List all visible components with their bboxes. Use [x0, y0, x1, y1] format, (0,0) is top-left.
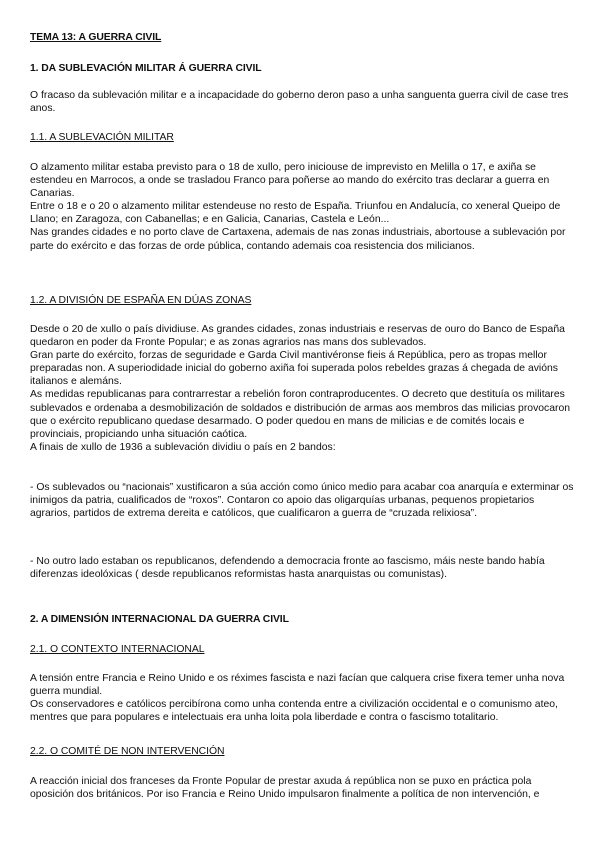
section-1-intro: O fracaso da sublevación militar e a incapacidade do goberno deron paso a unha sanguenta guerra civil de case tres anos. — [30, 90, 569, 115]
paragraph: Desde o 20 de xullo o país dividiuse. As grandes cidades, zonas industriais e reservas de ouro do Banco de España quedaron en poder da Fronte Popular; e as zonas agrarios nas mans dos sublevados. — [30, 324, 565, 349]
document-title: TEMA 13: A GUERRA CIVIL — [30, 32, 162, 43]
section-2-1-body — [30, 672, 575, 724]
section-2-2-body: A reacción inicial dos franceses da Fronte Popular de prestar axuda á república non se puxo en práctica pola oposición dos británicos. Por iso Francia e Reino Unido impulsaron finalmente a política de non intervención, e — [30, 776, 540, 801]
section-1-heading: 1. DA SUBLEVACIÓN MILITAR Á GUERRA CIVIL — [30, 63, 262, 74]
section-1-2-body — [30, 323, 575, 454]
bullet-republicanos: - No outro lado estaban os republicanos, defendendo a democracia fronte ao fascismo, máis neste bando había diferenzas ideolóxicas ( desde republicanos reformistas hasta anarquistas ou comunistas). — [30, 556, 545, 581]
bullet-nacionais: - Os sublevados ou “nacionais” xustificaron a súa acción como único medio para acabar coa anarquía e exterminar os inimigos da patria, cualificados de “roxos”. Contaron co apoio das oligarquías urbanas, pequenos propietarios agrarios, partidos de extrema dereita e católicos, que cualificaron a guerra de “cruzada relixiosa”. — [30, 482, 574, 520]
paragraph: Nas grandes cidades e no porto clave de Cartaxena, ademais de nas zonas industriais, abortouse a sublevación por parte do exército e das forzas de orde pública, contando ademais coa resistencia dos milicianos. — [30, 227, 566, 252]
paragraph: Os conservadores e católicos percibírona como unha contenda entre a civilización occidental e o comunismo ateo, mentres que para populares e intelectuais era unha loita pola liberdade e contra o fascismo totalitario. — [30, 699, 558, 724]
paragraph: Gran parte do exército, forzas de seguridade e Garda Civil mantivéronse fieis á República, pero as tropas mellor preparadas non. A superiodidade inicial do goberno axiña foi superada polos rebeldes grazas á chegada de avións italianos e alemáns. — [30, 350, 558, 388]
section-1-1-body — [30, 161, 575, 253]
paragraph: As medidas republicanas para contrarrestar a rebelión foron contraproducentes. O decreto que destituía os militares sublevados e ordenaba a desmobilización de soldados e distribución de armas aos membros das milicias provocaron que o exército republicano quedase desarmado. O poder quedou en mans de milicias e de comités locais e provinciais, propiciando unha situación caótica. — [30, 389, 571, 440]
paragraph: A finais de xullo de 1936 a sublevación dividiu o país en 2 bandos: — [30, 441, 336, 453]
section-2-1-heading: 2.1. O CONTEXTO INTERNACIONAL — [30, 644, 205, 655]
section-1-1-heading: 1.1. A SUBLEVACIÓN MILITAR — [30, 132, 174, 143]
section-2-heading: 2. A DIMENSIÓN INTERNACIONAL DA GUERRA CIVIL — [30, 614, 289, 625]
section-2-2-heading: 2.2. O COMITÉ DE NON INTERVENCIÓN — [30, 746, 225, 757]
paragraph: A tensión entre Francia e Reino Unido e os réximes fascista e nazi facían que calquera crise fixera temer unha nova guerra mundial. — [30, 673, 565, 698]
paragraph: Entre o 18 e o 20 o alzamento militar estendeuse no resto de España. Triunfou en Andalucía, co xeneral Queipo de Llano; en Zaragoza, con Cabanellas; e en Galicia, Canarias, Castela e León... — [30, 201, 561, 226]
section-1-2-heading: 1.2. A DIVISIÓN DE ESPAÑA EN DÚAS ZONAS — [30, 295, 252, 306]
paragraph: O alzamento militar estaba previsto para o 18 de xullo, pero iniciouse de imprevisto en Melilla o 17, e axiña se estendeu en Marrocos, a onde se trasladou Franco para poñerse ao mando do exército tras declarar a guerra en Canarias. — [30, 162, 550, 200]
